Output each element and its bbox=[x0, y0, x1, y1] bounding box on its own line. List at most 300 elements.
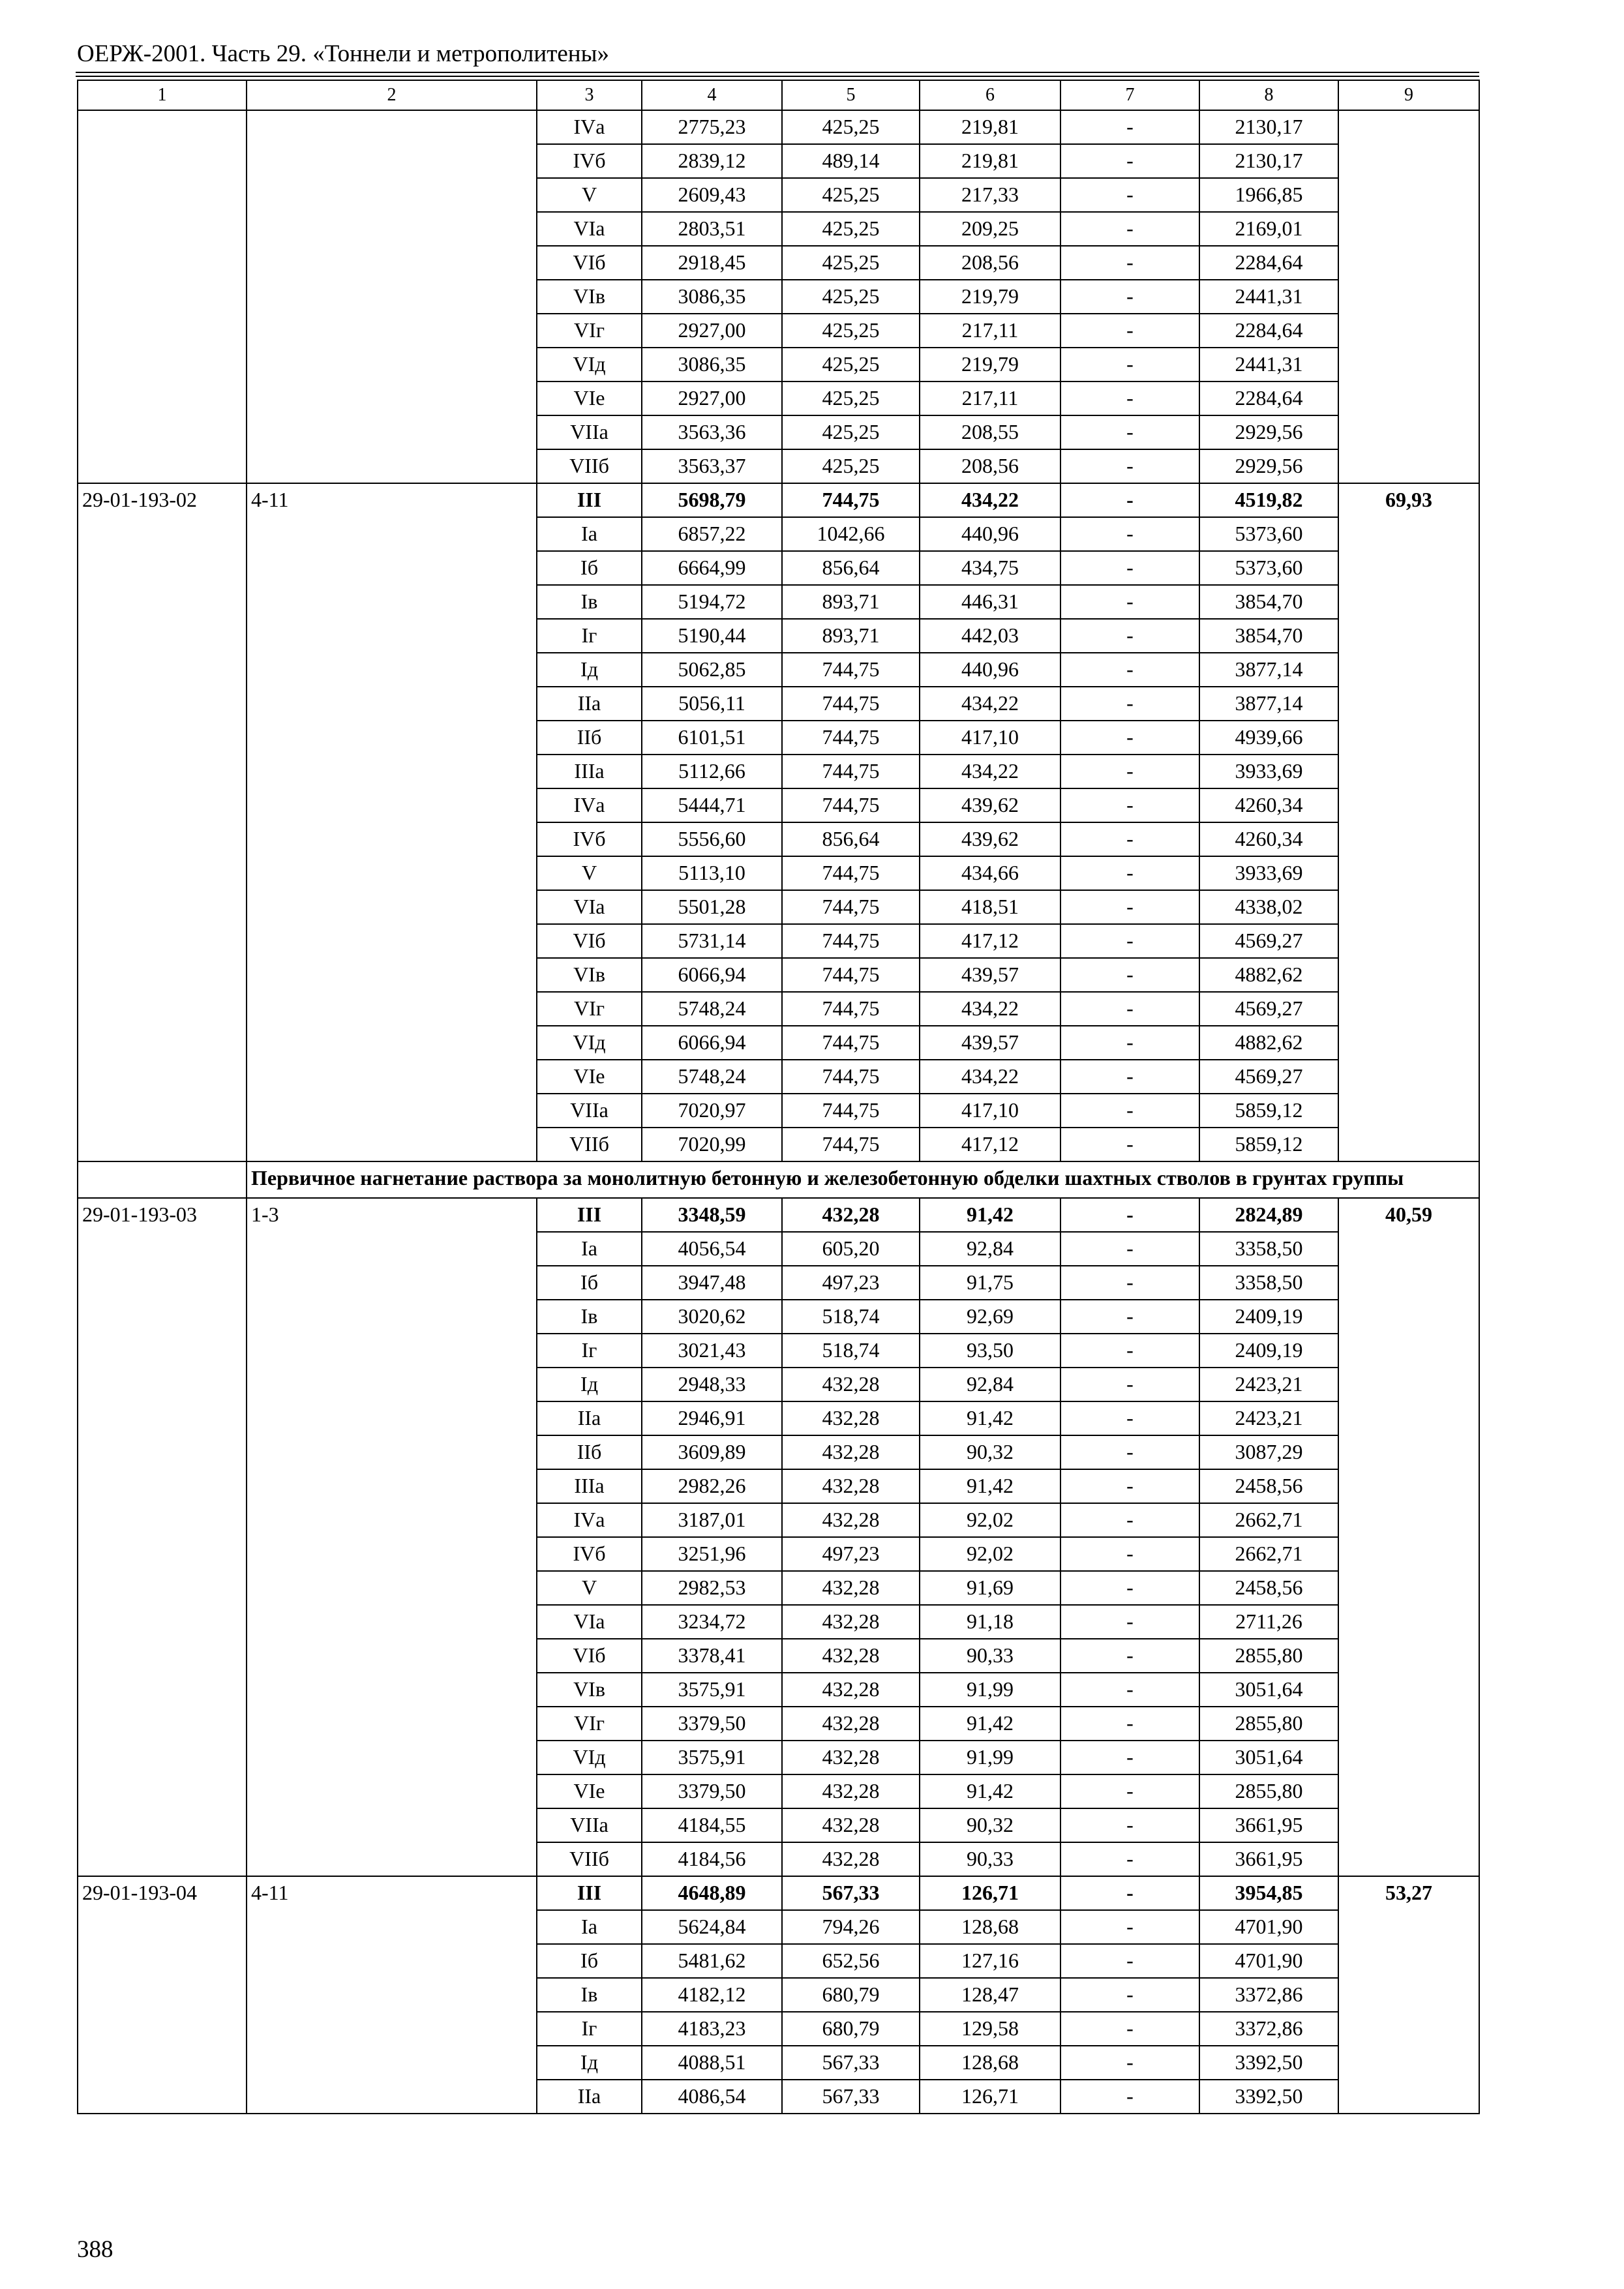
materials-cost: 3854,70 bbox=[1199, 585, 1338, 619]
machine-cost: 434,66 bbox=[920, 856, 1060, 890]
driver-wages: - bbox=[1060, 822, 1199, 856]
driver-wages: - bbox=[1060, 551, 1199, 585]
driver-wages: - bbox=[1060, 687, 1199, 721]
materials-cost: 2441,31 bbox=[1199, 348, 1338, 382]
ground-group: III bbox=[537, 483, 642, 517]
machine-cost: 90,33 bbox=[920, 1639, 1060, 1673]
materials-cost: 4701,90 bbox=[1199, 1910, 1338, 1944]
ground-group: Iв bbox=[537, 1300, 642, 1334]
total-cost: 4182,12 bbox=[642, 1978, 782, 2012]
total-cost: 4056,54 bbox=[642, 1232, 782, 1266]
total-cost: 5113,10 bbox=[642, 856, 782, 890]
ground-group: VIIа bbox=[537, 415, 642, 449]
section-spacer bbox=[78, 1161, 247, 1198]
materials-cost: 3372,86 bbox=[1199, 1978, 1338, 2012]
wages: 497,23 bbox=[782, 1537, 920, 1571]
wages: 425,25 bbox=[782, 246, 920, 280]
ground-group: VIд bbox=[537, 1741, 642, 1774]
driver-wages: - bbox=[1060, 1605, 1199, 1639]
machine-cost: 91,42 bbox=[920, 1401, 1060, 1435]
driver-wages: - bbox=[1060, 992, 1199, 1026]
wages: 744,75 bbox=[782, 958, 920, 992]
total-cost: 5556,60 bbox=[642, 822, 782, 856]
total-cost: 2609,43 bbox=[642, 178, 782, 212]
total-cost: 2982,53 bbox=[642, 1571, 782, 1605]
wages: 432,28 bbox=[782, 1198, 920, 1232]
total-cost: 3563,37 bbox=[642, 449, 782, 483]
wages: 432,28 bbox=[782, 1368, 920, 1401]
ground-group: V bbox=[537, 1571, 642, 1605]
wages: 432,28 bbox=[782, 1571, 920, 1605]
materials-cost: 3933,69 bbox=[1199, 856, 1338, 890]
column-number: 3 bbox=[537, 80, 642, 110]
section-heading-row bbox=[78, 1161, 1479, 1198]
total-cost: 6857,22 bbox=[642, 517, 782, 551]
machine-cost: 434,22 bbox=[920, 1060, 1060, 1094]
machine-cost: 434,22 bbox=[920, 755, 1060, 788]
materials-cost: 2130,17 bbox=[1199, 144, 1338, 178]
driver-wages: - bbox=[1060, 1571, 1199, 1605]
ground-group: Iг bbox=[537, 2012, 642, 2046]
ground-group: VIа bbox=[537, 212, 642, 246]
machine-cost: 91,99 bbox=[920, 1741, 1060, 1774]
materials-cost: 3372,86 bbox=[1199, 2012, 1338, 2046]
machine-cost: 208,56 bbox=[920, 449, 1060, 483]
ground-group: Iб bbox=[537, 1944, 642, 1978]
total-cost: 4088,51 bbox=[642, 2046, 782, 2080]
wages: 518,74 bbox=[782, 1334, 920, 1368]
machine-cost: 91,99 bbox=[920, 1673, 1060, 1707]
table-row bbox=[78, 1198, 1479, 1232]
ground-group: Iа bbox=[537, 1910, 642, 1944]
machine-cost: 446,31 bbox=[920, 585, 1060, 619]
materials-cost: 5859,12 bbox=[1199, 1128, 1338, 1161]
materials-cost: 2409,19 bbox=[1199, 1300, 1338, 1334]
ground-group: VIд bbox=[537, 348, 642, 382]
materials-cost: 2855,80 bbox=[1199, 1707, 1338, 1741]
driver-wages: - bbox=[1060, 1639, 1199, 1673]
wages: 744,75 bbox=[782, 1026, 920, 1060]
machine-cost: 128,68 bbox=[920, 1910, 1060, 1944]
ground-group: VIIб bbox=[537, 1128, 642, 1161]
driver-wages: - bbox=[1060, 1094, 1199, 1128]
wages: 893,71 bbox=[782, 619, 920, 653]
driver-wages: - bbox=[1060, 958, 1199, 992]
driver-wages: - bbox=[1060, 1978, 1199, 2012]
ground-group: Iб bbox=[537, 551, 642, 585]
total-cost: 2803,51 bbox=[642, 212, 782, 246]
total-cost: 5481,62 bbox=[642, 1944, 782, 1978]
wages: 425,25 bbox=[782, 280, 920, 314]
driver-wages: - bbox=[1060, 314, 1199, 348]
wages: 567,33 bbox=[782, 2080, 920, 2114]
materials-cost: 4260,34 bbox=[1199, 822, 1338, 856]
materials-cost: 3358,50 bbox=[1199, 1266, 1338, 1300]
materials-cost: 2855,80 bbox=[1199, 1639, 1338, 1673]
machine-cost: 219,81 bbox=[920, 144, 1060, 178]
machine-cost: 439,57 bbox=[920, 958, 1060, 992]
materials-cost: 4519,82 bbox=[1199, 483, 1338, 517]
driver-wages: - bbox=[1060, 178, 1199, 212]
driver-wages: - bbox=[1060, 144, 1199, 178]
materials-cost: 3087,29 bbox=[1199, 1435, 1338, 1469]
column-numbers-row bbox=[78, 80, 1479, 110]
driver-wages: - bbox=[1060, 653, 1199, 687]
materials-cost: 4338,02 bbox=[1199, 890, 1338, 924]
machine-cost: 434,75 bbox=[920, 551, 1060, 585]
materials-cost: 4882,62 bbox=[1199, 958, 1338, 992]
column-number: 5 bbox=[782, 80, 920, 110]
materials-cost: 2130,17 bbox=[1199, 110, 1338, 144]
materials-cost: 4882,62 bbox=[1199, 1026, 1338, 1060]
ground-group: V bbox=[537, 856, 642, 890]
materials-cost: 3661,95 bbox=[1199, 1842, 1338, 1876]
machine-cost: 434,22 bbox=[920, 992, 1060, 1026]
ground-group: IIIа bbox=[537, 755, 642, 788]
machine-cost: 126,71 bbox=[920, 2080, 1060, 2114]
machine-cost: 128,47 bbox=[920, 1978, 1060, 2012]
materials-cost: 3661,95 bbox=[1199, 1808, 1338, 1842]
driver-wages: - bbox=[1060, 619, 1199, 653]
ground-group: VIIб bbox=[537, 449, 642, 483]
wages: 567,33 bbox=[782, 2046, 920, 2080]
column-number: 6 bbox=[920, 80, 1060, 110]
driver-wages: - bbox=[1060, 1198, 1199, 1232]
header-rule bbox=[76, 72, 1479, 73]
wages: 432,28 bbox=[782, 1808, 920, 1842]
page-number: 388 bbox=[77, 2236, 113, 2263]
wages: 744,75 bbox=[782, 687, 920, 721]
driver-wages: - bbox=[1060, 755, 1199, 788]
machine-cost: 219,79 bbox=[920, 348, 1060, 382]
total-cost: 5444,71 bbox=[642, 788, 782, 822]
wages: 497,23 bbox=[782, 1266, 920, 1300]
wages: 744,75 bbox=[782, 1128, 920, 1161]
materials-cost: 3933,69 bbox=[1199, 755, 1338, 788]
ground-group: VIб bbox=[537, 1639, 642, 1673]
machine-cost: 92,02 bbox=[920, 1503, 1060, 1537]
materials-cost: 4701,90 bbox=[1199, 1944, 1338, 1978]
machine-cost: 208,56 bbox=[920, 246, 1060, 280]
materials-cost: 5373,60 bbox=[1199, 517, 1338, 551]
materials-cost: 2423,21 bbox=[1199, 1401, 1338, 1435]
machine-cost: 434,22 bbox=[920, 687, 1060, 721]
wages: 432,28 bbox=[782, 1605, 920, 1639]
machine-cost: 91,42 bbox=[920, 1198, 1060, 1232]
machine-cost: 127,16 bbox=[920, 1944, 1060, 1978]
wages: 744,75 bbox=[782, 1094, 920, 1128]
total-cost: 3234,72 bbox=[642, 1605, 782, 1639]
rate-code: 29-01-193-02 bbox=[78, 483, 247, 1161]
ground-group: IIIа bbox=[537, 1469, 642, 1503]
ground-group: III bbox=[537, 1198, 642, 1232]
driver-wages: - bbox=[1060, 449, 1199, 483]
total-cost: 3379,50 bbox=[642, 1707, 782, 1741]
total-cost: 6066,94 bbox=[642, 958, 782, 992]
wages: 744,75 bbox=[782, 924, 920, 958]
machine-cost: 417,10 bbox=[920, 1094, 1060, 1128]
machine-cost: 128,68 bbox=[920, 2046, 1060, 2080]
ground-group: IVб bbox=[537, 144, 642, 178]
column-number: 2 bbox=[247, 80, 537, 110]
materials-cost: 3392,50 bbox=[1199, 2046, 1338, 2080]
driver-wages: - bbox=[1060, 280, 1199, 314]
total-cost: 5748,24 bbox=[642, 992, 782, 1026]
total-cost: 5698,79 bbox=[642, 483, 782, 517]
total-cost: 2775,23 bbox=[642, 110, 782, 144]
total-cost: 3575,91 bbox=[642, 1741, 782, 1774]
ground-group: IVа bbox=[537, 1503, 642, 1537]
machine-cost: 91,42 bbox=[920, 1774, 1060, 1808]
ground-group: V bbox=[537, 178, 642, 212]
driver-wages: - bbox=[1060, 2080, 1199, 2114]
wages: 680,79 bbox=[782, 2012, 920, 2046]
ground-group: IIа bbox=[537, 1401, 642, 1435]
driver-wages: - bbox=[1060, 1741, 1199, 1774]
ground-group: IIб bbox=[537, 1435, 642, 1469]
materials-cost: 4939,66 bbox=[1199, 721, 1338, 755]
materials-cost: 2929,56 bbox=[1199, 415, 1338, 449]
total-cost: 2839,12 bbox=[642, 144, 782, 178]
total-cost: 5731,14 bbox=[642, 924, 782, 958]
ground-range: 4-11 bbox=[247, 483, 537, 1161]
driver-wages: - bbox=[1060, 1774, 1199, 1808]
driver-wages: - bbox=[1060, 110, 1199, 144]
materials-cost: 2662,71 bbox=[1199, 1503, 1338, 1537]
machine-cost: 219,79 bbox=[920, 280, 1060, 314]
machine-cost: 439,62 bbox=[920, 822, 1060, 856]
materials-cost: 2409,19 bbox=[1199, 1334, 1338, 1368]
total-cost: 3609,89 bbox=[642, 1435, 782, 1469]
driver-wages: - bbox=[1060, 348, 1199, 382]
materials-cost: 2929,56 bbox=[1199, 449, 1338, 483]
wages: 744,75 bbox=[782, 483, 920, 517]
ground-range: 4-11 bbox=[247, 1876, 537, 2114]
total-cost: 3575,91 bbox=[642, 1673, 782, 1707]
driver-wages: - bbox=[1060, 924, 1199, 958]
materials-cost: 2711,26 bbox=[1199, 1605, 1338, 1639]
page-title: ОЕРЖ-2001. Часть 29. «Тоннели и метрополитены» bbox=[77, 40, 609, 67]
driver-wages: - bbox=[1060, 2046, 1199, 2080]
column-number: 4 bbox=[642, 80, 782, 110]
materials-cost: 2284,64 bbox=[1199, 382, 1338, 415]
driver-wages: - bbox=[1060, 1300, 1199, 1334]
wages: 794,26 bbox=[782, 1910, 920, 1944]
ground-group: Iа bbox=[537, 1232, 642, 1266]
wages: 518,74 bbox=[782, 1300, 920, 1334]
ground-group: VIд bbox=[537, 1026, 642, 1060]
driver-wages: - bbox=[1060, 1128, 1199, 1161]
total-cost: 4648,89 bbox=[642, 1876, 782, 1910]
wages: 432,28 bbox=[782, 1741, 920, 1774]
total-cost: 2927,00 bbox=[642, 382, 782, 415]
driver-wages: - bbox=[1060, 1266, 1199, 1300]
ground-group: VIб bbox=[537, 246, 642, 280]
materials-cost: 4260,34 bbox=[1199, 788, 1338, 822]
driver-wages: - bbox=[1060, 2012, 1199, 2046]
wages: 425,25 bbox=[782, 110, 920, 144]
machine-cost: 92,02 bbox=[920, 1537, 1060, 1571]
table-row bbox=[78, 483, 1479, 517]
total-cost: 5112,66 bbox=[642, 755, 782, 788]
wages: 432,28 bbox=[782, 1842, 920, 1876]
machine-cost: 440,96 bbox=[920, 653, 1060, 687]
wages: 744,75 bbox=[782, 992, 920, 1026]
ground-group: Iв bbox=[537, 1978, 642, 2012]
driver-wages: - bbox=[1060, 1707, 1199, 1741]
total-cost: 3021,43 bbox=[642, 1334, 782, 1368]
table-row bbox=[78, 110, 1479, 144]
ground-group: VIг bbox=[537, 1707, 642, 1741]
total-cost: 4086,54 bbox=[642, 2080, 782, 2114]
materials-cost: 2284,64 bbox=[1199, 246, 1338, 280]
machine-cost: 93,50 bbox=[920, 1334, 1060, 1368]
wages: 744,75 bbox=[782, 788, 920, 822]
wages: 425,25 bbox=[782, 382, 920, 415]
machine-cost: 92,84 bbox=[920, 1368, 1060, 1401]
driver-wages: - bbox=[1060, 1435, 1199, 1469]
materials-cost: 4569,27 bbox=[1199, 992, 1338, 1026]
driver-wages: - bbox=[1060, 1232, 1199, 1266]
materials-cost: 2824,89 bbox=[1199, 1198, 1338, 1232]
wages: 744,75 bbox=[782, 755, 920, 788]
machine-cost: 439,62 bbox=[920, 788, 1060, 822]
labor-cost: 69,93 bbox=[1338, 483, 1479, 1161]
wages: 425,25 bbox=[782, 314, 920, 348]
wages: 432,28 bbox=[782, 1401, 920, 1435]
total-cost: 5501,28 bbox=[642, 890, 782, 924]
materials-cost: 2284,64 bbox=[1199, 314, 1338, 348]
total-cost: 2946,91 bbox=[642, 1401, 782, 1435]
wages: 567,33 bbox=[782, 1876, 920, 1910]
column-number: 9 bbox=[1338, 80, 1479, 110]
ground-group: IIа bbox=[537, 687, 642, 721]
rate-code: 29-01-193-04 bbox=[78, 1876, 247, 2114]
machine-cost: 417,10 bbox=[920, 721, 1060, 755]
total-cost: 7020,97 bbox=[642, 1094, 782, 1128]
total-cost: 6101,51 bbox=[642, 721, 782, 755]
machine-cost: 440,96 bbox=[920, 517, 1060, 551]
materials-cost: 1966,85 bbox=[1199, 178, 1338, 212]
total-cost: 3563,36 bbox=[642, 415, 782, 449]
driver-wages: - bbox=[1060, 1842, 1199, 1876]
wages: 1042,66 bbox=[782, 517, 920, 551]
machine-cost: 92,84 bbox=[920, 1232, 1060, 1266]
driver-wages: - bbox=[1060, 721, 1199, 755]
total-cost: 5194,72 bbox=[642, 585, 782, 619]
materials-cost: 2441,31 bbox=[1199, 280, 1338, 314]
machine-cost: 92,69 bbox=[920, 1300, 1060, 1334]
labor-cost bbox=[1338, 110, 1479, 483]
ground-group: VIа bbox=[537, 1605, 642, 1639]
machine-cost: 90,32 bbox=[920, 1808, 1060, 1842]
wages: 425,25 bbox=[782, 348, 920, 382]
machine-cost: 91,42 bbox=[920, 1707, 1060, 1741]
ground-group: VIб bbox=[537, 924, 642, 958]
materials-cost: 3358,50 bbox=[1199, 1232, 1338, 1266]
total-cost: 3187,01 bbox=[642, 1503, 782, 1537]
total-cost: 6066,94 bbox=[642, 1026, 782, 1060]
machine-cost: 129,58 bbox=[920, 2012, 1060, 2046]
machine-cost: 417,12 bbox=[920, 1128, 1060, 1161]
wages: 489,14 bbox=[782, 144, 920, 178]
driver-wages: - bbox=[1060, 1026, 1199, 1060]
rate-code: 29-01-193-03 bbox=[78, 1198, 247, 1876]
ground-group: Iа bbox=[537, 517, 642, 551]
wages: 425,25 bbox=[782, 178, 920, 212]
ground-group: IVб bbox=[537, 822, 642, 856]
materials-cost: 3954,85 bbox=[1199, 1876, 1338, 1910]
materials-cost: 4569,27 bbox=[1199, 1060, 1338, 1094]
machine-cost: 439,57 bbox=[920, 1026, 1060, 1060]
driver-wages: - bbox=[1060, 415, 1199, 449]
machine-cost: 126,71 bbox=[920, 1876, 1060, 1910]
ground-group: VIв bbox=[537, 958, 642, 992]
driver-wages: - bbox=[1060, 483, 1199, 517]
total-cost: 2927,00 bbox=[642, 314, 782, 348]
total-cost: 2918,45 bbox=[642, 246, 782, 280]
total-cost: 5056,11 bbox=[642, 687, 782, 721]
ground-group: VIг bbox=[537, 314, 642, 348]
machine-cost: 209,25 bbox=[920, 212, 1060, 246]
machine-cost: 219,81 bbox=[920, 110, 1060, 144]
wages: 432,28 bbox=[782, 1673, 920, 1707]
wages: 744,75 bbox=[782, 721, 920, 755]
column-number: 7 bbox=[1060, 80, 1199, 110]
labor-cost: 53,27 bbox=[1338, 1876, 1479, 2114]
driver-wages: - bbox=[1060, 1334, 1199, 1368]
ground-group: Iв bbox=[537, 585, 642, 619]
wages: 432,28 bbox=[782, 1503, 920, 1537]
wages: 856,64 bbox=[782, 551, 920, 585]
total-cost: 5624,84 bbox=[642, 1910, 782, 1944]
machine-cost: 217,11 bbox=[920, 382, 1060, 415]
rates-table bbox=[77, 80, 1480, 2114]
wages: 432,28 bbox=[782, 1774, 920, 1808]
materials-cost: 3877,14 bbox=[1199, 653, 1338, 687]
ground-group: Iг bbox=[537, 619, 642, 653]
driver-wages: - bbox=[1060, 1876, 1199, 1910]
machine-cost: 418,51 bbox=[920, 890, 1060, 924]
total-cost: 3348,59 bbox=[642, 1198, 782, 1232]
ground-group: VIа bbox=[537, 890, 642, 924]
wages: 856,64 bbox=[782, 822, 920, 856]
machine-cost: 217,11 bbox=[920, 314, 1060, 348]
driver-wages: - bbox=[1060, 856, 1199, 890]
materials-cost: 2169,01 bbox=[1199, 212, 1338, 246]
total-cost: 3947,48 bbox=[642, 1266, 782, 1300]
ground-range bbox=[247, 110, 537, 483]
rates-table-body bbox=[78, 80, 1479, 2114]
driver-wages: - bbox=[1060, 1910, 1199, 1944]
page-header bbox=[76, 39, 1479, 77]
total-cost: 3020,62 bbox=[642, 1300, 782, 1334]
wages: 744,75 bbox=[782, 856, 920, 890]
ground-group: Iд bbox=[537, 2046, 642, 2080]
driver-wages: - bbox=[1060, 1808, 1199, 1842]
ground-group: IVа bbox=[537, 788, 642, 822]
machine-cost: 90,33 bbox=[920, 1842, 1060, 1876]
materials-cost: 2855,80 bbox=[1199, 1774, 1338, 1808]
driver-wages: - bbox=[1060, 1673, 1199, 1707]
total-cost: 6664,99 bbox=[642, 551, 782, 585]
wages: 744,75 bbox=[782, 653, 920, 687]
machine-cost: 417,12 bbox=[920, 924, 1060, 958]
driver-wages: - bbox=[1060, 788, 1199, 822]
materials-cost: 2458,56 bbox=[1199, 1469, 1338, 1503]
materials-cost: 3051,64 bbox=[1199, 1741, 1338, 1774]
ground-group: III bbox=[537, 1876, 642, 1910]
